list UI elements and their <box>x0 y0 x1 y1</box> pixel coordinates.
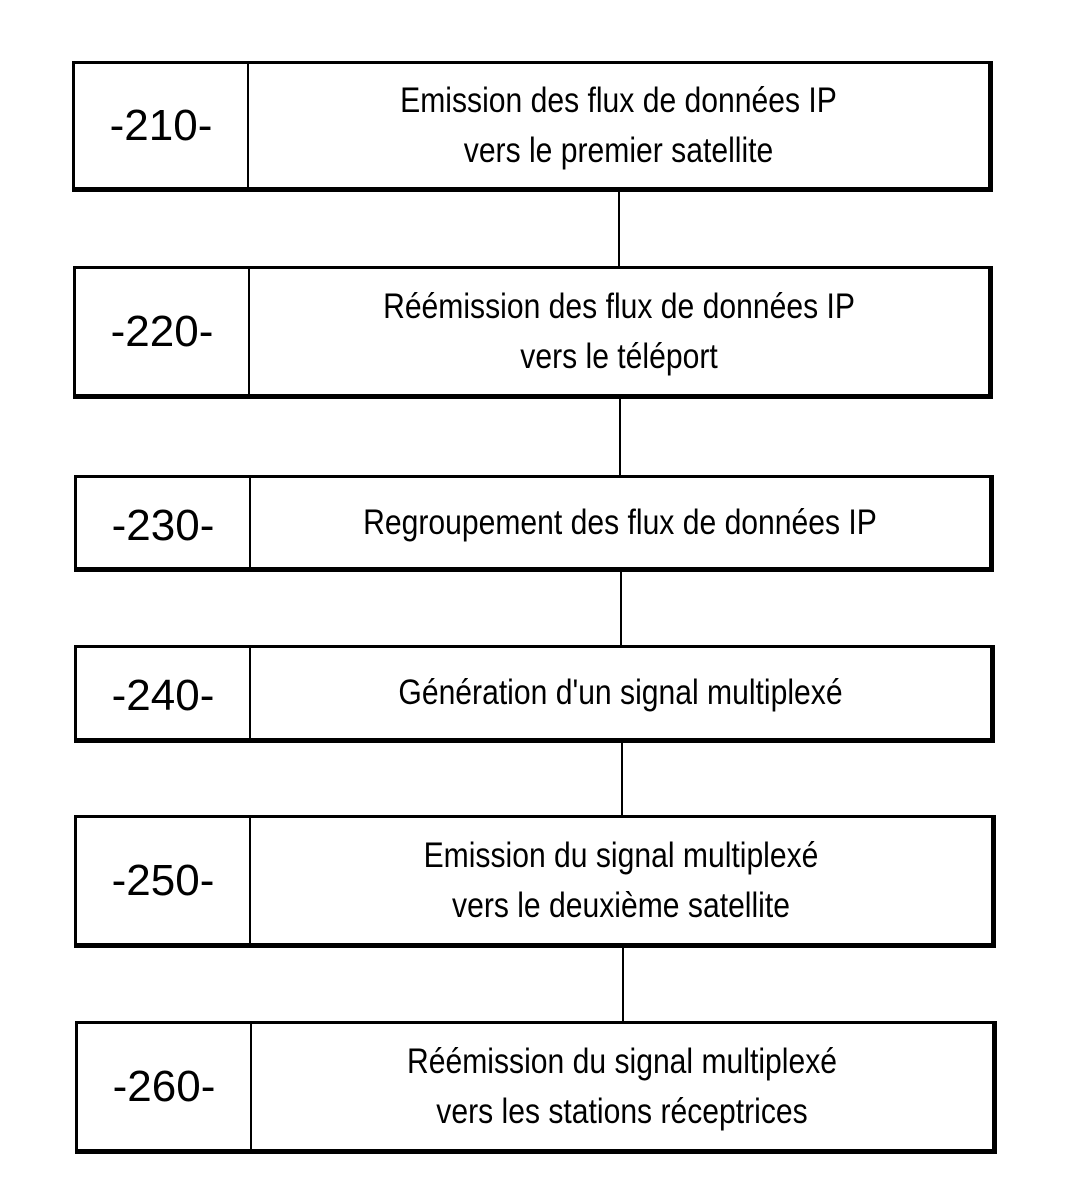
step-230-box <box>74 475 994 572</box>
step-description <box>301 64 937 187</box>
step-250-box <box>74 815 996 948</box>
step-240-box <box>74 645 995 743</box>
step-description <box>303 478 938 567</box>
connector-230-240 <box>620 570 622 647</box>
step-description <box>303 648 939 738</box>
step-line: Emission du signal multiplexé <box>423 835 819 875</box>
connector-220-230 <box>619 397 621 477</box>
connector-210-220 <box>618 190 620 268</box>
step-line: vers le deuxième satellite <box>452 885 790 925</box>
step-description <box>302 269 937 394</box>
step-line: vers le téléport <box>520 336 718 376</box>
step-210-box <box>72 61 993 192</box>
step-line: Réémission du signal multiplexé <box>407 1041 837 1081</box>
step-220-box <box>73 266 993 399</box>
step-number: -260- <box>78 1024 252 1149</box>
step-number: -250- <box>77 818 251 943</box>
step-line: Regroupement des flux de données IP <box>363 503 877 542</box>
step-description <box>303 818 939 943</box>
step-number: -230- <box>77 478 251 567</box>
step-number: -220- <box>76 269 250 394</box>
connector-240-250 <box>621 741 623 817</box>
step-description <box>304 1024 940 1149</box>
step-line: vers le premier satellite <box>463 130 774 170</box>
step-line: Génération d'un signal multiplexé <box>398 673 843 712</box>
step-line: Réémission des flux de données IP <box>383 286 855 326</box>
step-number: -240- <box>77 648 251 738</box>
step-line: vers les stations réceptrices <box>436 1091 808 1131</box>
step-number: -210- <box>75 64 249 187</box>
step-260-box <box>75 1021 997 1154</box>
connector-250-260 <box>622 946 624 1023</box>
step-line: Emission des flux de données IP <box>400 80 837 120</box>
